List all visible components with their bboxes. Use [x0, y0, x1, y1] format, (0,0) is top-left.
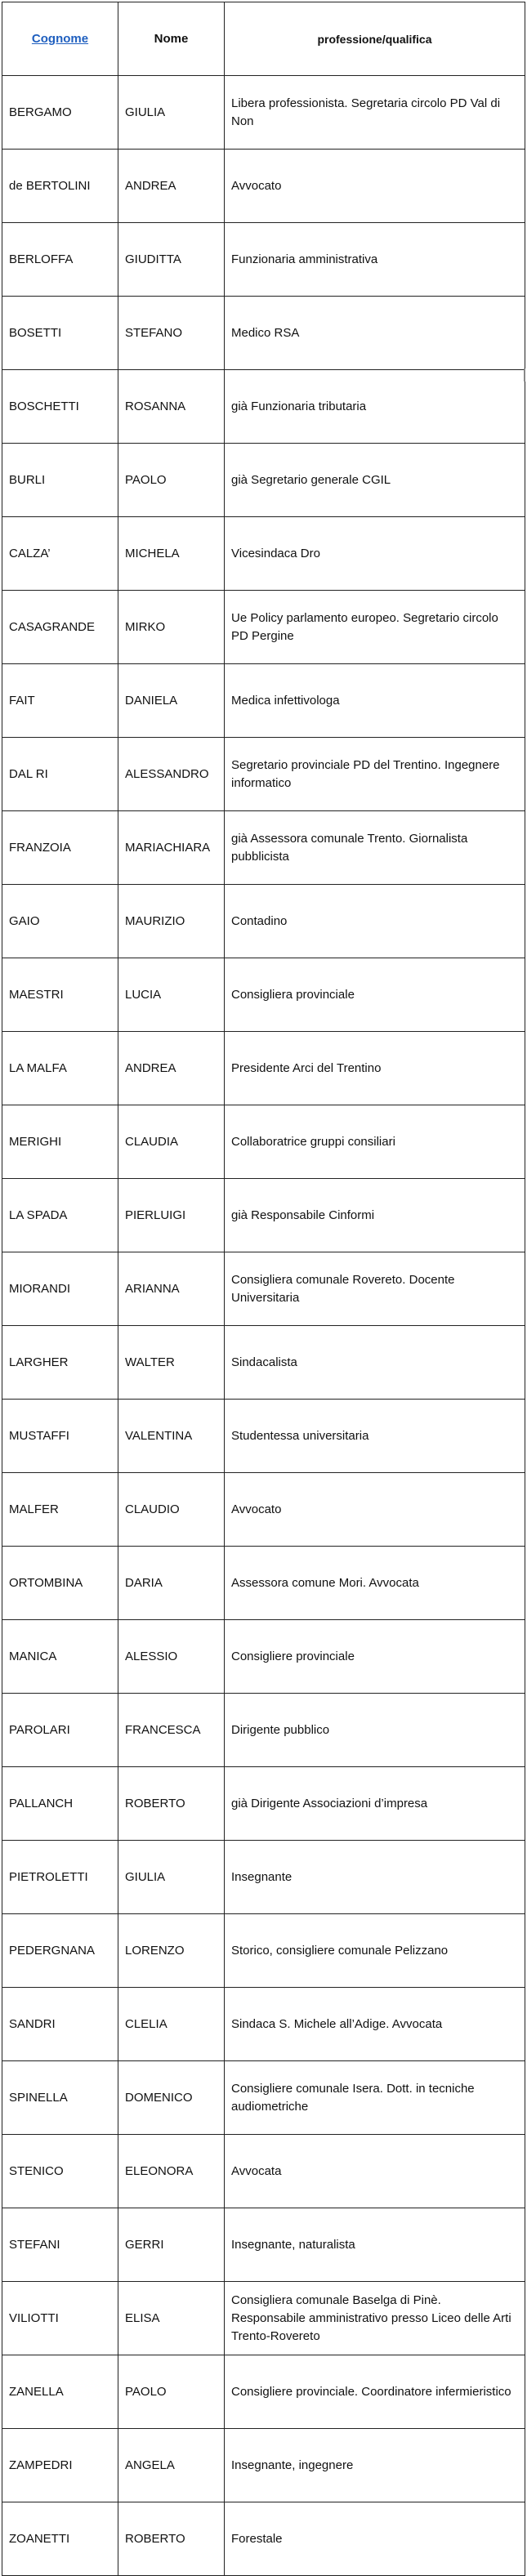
- cell-surname: MIORANDI: [2, 1252, 118, 1326]
- cell-surname: BURLI: [2, 444, 118, 517]
- cell-name: STEFANO: [118, 297, 225, 370]
- table-row: [2, 738, 525, 811]
- table-row: [2, 811, 525, 885]
- cell-profession: Ue Policy parlamento europeo. Segretario circolo PD Pergine: [225, 591, 525, 664]
- cell-name: LORENZO: [118, 1914, 225, 1988]
- cell-profession: Avvocata: [225, 2135, 525, 2208]
- cell-name: MARIACHIARA: [118, 811, 225, 885]
- cell-surname: PEDERGNANA: [2, 1914, 118, 1988]
- table-row: [2, 76, 525, 150]
- cell-name: ANDREA: [118, 150, 225, 223]
- table-row: [2, 2355, 525, 2429]
- table-row: [2, 1988, 525, 2061]
- cell-surname: PIETROLETTI: [2, 1841, 118, 1914]
- cell-name: DOMENICO: [118, 2061, 225, 2135]
- table-header-row: [2, 2, 525, 76]
- table-row: [2, 1252, 525, 1326]
- table-row: [2, 370, 525, 444]
- table-row: [2, 1400, 525, 1473]
- cell-surname: GAIO: [2, 885, 118, 958]
- table-row: [2, 2429, 525, 2502]
- cell-name: ANGELA: [118, 2429, 225, 2502]
- table-row: [2, 1841, 525, 1914]
- cell-surname: SANDRI: [2, 1988, 118, 2061]
- cell-surname: BOSCHETTI: [2, 370, 118, 444]
- cell-profession: Segretario provinciale PD del Trentino. Ingegnere informatico: [225, 738, 525, 811]
- cell-name: WALTER: [118, 1326, 225, 1400]
- cell-surname: ORTOMBINA: [2, 1547, 118, 1620]
- cell-surname: SPINELLA: [2, 2061, 118, 2135]
- cell-profession: Consigliere provinciale. Coordinatore infermieristico: [225, 2355, 525, 2429]
- scroll-marker: [524, 368, 525, 382]
- cell-surname: de BERTOLINI: [2, 150, 118, 223]
- cell-surname: STENICO: [2, 2135, 118, 2208]
- cell-surname: LA MALFA: [2, 1032, 118, 1105]
- cell-surname: FAIT: [2, 664, 118, 738]
- cell-surname: ZOANETTI: [2, 2502, 118, 2576]
- table-row: [2, 2061, 525, 2135]
- cell-surname: MUSTAFFI: [2, 1400, 118, 1473]
- cell-profession: Funzionaria amministrativa: [225, 223, 525, 297]
- table-row: [2, 1767, 525, 1841]
- cell-surname: STEFANI: [2, 2208, 118, 2282]
- cell-surname: MAESTRI: [2, 958, 118, 1032]
- cell-name: GIULIA: [118, 76, 225, 150]
- cell-name: ELEONORA: [118, 2135, 225, 2208]
- cell-profession: Vicesindaca Dro: [225, 517, 525, 591]
- cell-profession: Consigliera comunale Baselga di Pinè. Responsabile amministrativo presso Liceo delle Arti Trento-Rovereto: [225, 2282, 525, 2355]
- cell-name: LUCIA: [118, 958, 225, 1032]
- cell-name: ROBERTO: [118, 1767, 225, 1841]
- table-row: [2, 1326, 525, 1400]
- cell-profession: Dirigente pubblico: [225, 1694, 525, 1767]
- cell-profession: Sindacalista: [225, 1326, 525, 1400]
- cell-name: CLELIA: [118, 1988, 225, 2061]
- cell-surname: ZAMPEDRI: [2, 2429, 118, 2502]
- table-row: [2, 591, 525, 664]
- cell-profession: Contadino: [225, 885, 525, 958]
- table-row: [2, 1914, 525, 1988]
- table-row: [2, 885, 525, 958]
- table-row: [2, 1620, 525, 1694]
- column-header-name: Nome: [118, 2, 225, 76]
- cell-profession: Avvocato: [225, 150, 525, 223]
- cell-surname: DAL RI: [2, 738, 118, 811]
- cell-surname: BERLOFFA: [2, 223, 118, 297]
- cell-name: DANIELA: [118, 664, 225, 738]
- cell-surname: BOSETTI: [2, 297, 118, 370]
- cell-name: ALESSIO: [118, 1620, 225, 1694]
- cell-profession: Insegnante: [225, 1841, 525, 1914]
- cell-profession: Consigliere provinciale: [225, 1620, 525, 1694]
- cell-name: ROSANNA: [118, 370, 225, 444]
- table-row: [2, 1179, 525, 1252]
- column-header-profession: professione/qualifica: [225, 2, 525, 76]
- cell-name: ELISA: [118, 2282, 225, 2355]
- column-header-surname[interactable]: [2, 2, 118, 76]
- cell-profession: Sindaca S. Michele all’Adige. Avvocata: [225, 1988, 525, 2061]
- table-row: [2, 2282, 525, 2355]
- cell-name: VALENTINA: [118, 1400, 225, 1473]
- cell-profession: Presidente Arci del Trentino: [225, 1032, 525, 1105]
- cell-name: DARIA: [118, 1547, 225, 1620]
- cell-profession: già Segretario generale CGIL: [225, 444, 525, 517]
- cell-name: CLAUDIO: [118, 1473, 225, 1547]
- cell-name: PAOLO: [118, 444, 225, 517]
- table-row: [2, 1547, 525, 1620]
- cell-profession: Insegnante, ingegnere: [225, 2429, 525, 2502]
- cell-name: ROBERTO: [118, 2502, 225, 2576]
- cell-profession: già Funzionaria tributaria: [225, 370, 525, 444]
- table-row: [2, 1473, 525, 1547]
- cell-profession: Assessora comune Mori. Avvocata: [225, 1547, 525, 1620]
- cell-profession: Consigliera comunale Rovereto. Docente Universitaria: [225, 1252, 525, 1326]
- cell-name: CLAUDIA: [118, 1105, 225, 1179]
- cell-surname: FRANZOIA: [2, 811, 118, 885]
- cell-profession: Storico, consigliere comunale Pelizzano: [225, 1914, 525, 1988]
- table-row: [2, 1105, 525, 1179]
- cell-profession: Libera professionista. Segretaria circolo PD Val di Non: [225, 76, 525, 150]
- cell-surname: CASAGRANDE: [2, 591, 118, 664]
- cell-name: GIULIA: [118, 1841, 225, 1914]
- cell-surname: CALZA’: [2, 517, 118, 591]
- cell-profession: Studentessa universitaria: [225, 1400, 525, 1473]
- surname-header-link[interactable]: Cognome: [31, 31, 89, 46]
- table-row: [2, 958, 525, 1032]
- cell-profession: Consigliera provinciale: [225, 958, 525, 1032]
- cell-name: PAOLO: [118, 2355, 225, 2429]
- table-row: [2, 2135, 525, 2208]
- cell-profession: Insegnante, naturalista: [225, 2208, 525, 2282]
- cell-name: MAURIZIO: [118, 885, 225, 958]
- cell-surname: LARGHER: [2, 1326, 118, 1400]
- cell-name: GIUDITTA: [118, 223, 225, 297]
- cell-name: ALESSANDRO: [118, 738, 225, 811]
- table-row: [2, 1694, 525, 1767]
- cell-profession: Forestale: [225, 2502, 525, 2576]
- cell-surname: VILIOTTI: [2, 2282, 118, 2355]
- cell-name: GERRI: [118, 2208, 225, 2282]
- cell-surname: MERIGHI: [2, 1105, 118, 1179]
- cell-surname: LA SPADA: [2, 1179, 118, 1252]
- cell-surname: MALFER: [2, 1473, 118, 1547]
- cell-profession: Avvocato: [225, 1473, 525, 1547]
- cell-surname: ZANELLA: [2, 2355, 118, 2429]
- table-row: [2, 223, 525, 297]
- cell-name: MICHELA: [118, 517, 225, 591]
- cell-name: ANDREA: [118, 1032, 225, 1105]
- table-row: [2, 1032, 525, 1105]
- table-row: [2, 2502, 525, 2576]
- cell-surname: PALLANCH: [2, 1767, 118, 1841]
- cell-name: ARIANNA: [118, 1252, 225, 1326]
- candidates-table: [2, 2, 525, 2576]
- cell-profession: già Responsabile Cinformi: [225, 1179, 525, 1252]
- table-row: [2, 150, 525, 223]
- table-row: [2, 297, 525, 370]
- table-row: [2, 444, 525, 517]
- cell-name: MIRKO: [118, 591, 225, 664]
- cell-name: PIERLUIGI: [118, 1179, 225, 1252]
- cell-profession: Medico RSA: [225, 297, 525, 370]
- cell-profession: già Assessora comunale Trento. Giornalista pubblicista: [225, 811, 525, 885]
- cell-profession: Collaboratrice gruppi consiliari: [225, 1105, 525, 1179]
- cell-profession: Medica infettivologa: [225, 664, 525, 738]
- cell-name: FRANCESCA: [118, 1694, 225, 1767]
- table-row: [2, 517, 525, 591]
- cell-profession: già Dirigente Associazioni d’impresa: [225, 1767, 525, 1841]
- cell-surname: MANICA: [2, 1620, 118, 1694]
- table-row: [2, 2208, 525, 2282]
- table-row: [2, 664, 525, 738]
- cell-profession: Consigliere comunale Isera. Dott. in tecniche audiometriche: [225, 2061, 525, 2135]
- cell-surname: BERGAMO: [2, 76, 118, 150]
- cell-surname: PAROLARI: [2, 1694, 118, 1767]
